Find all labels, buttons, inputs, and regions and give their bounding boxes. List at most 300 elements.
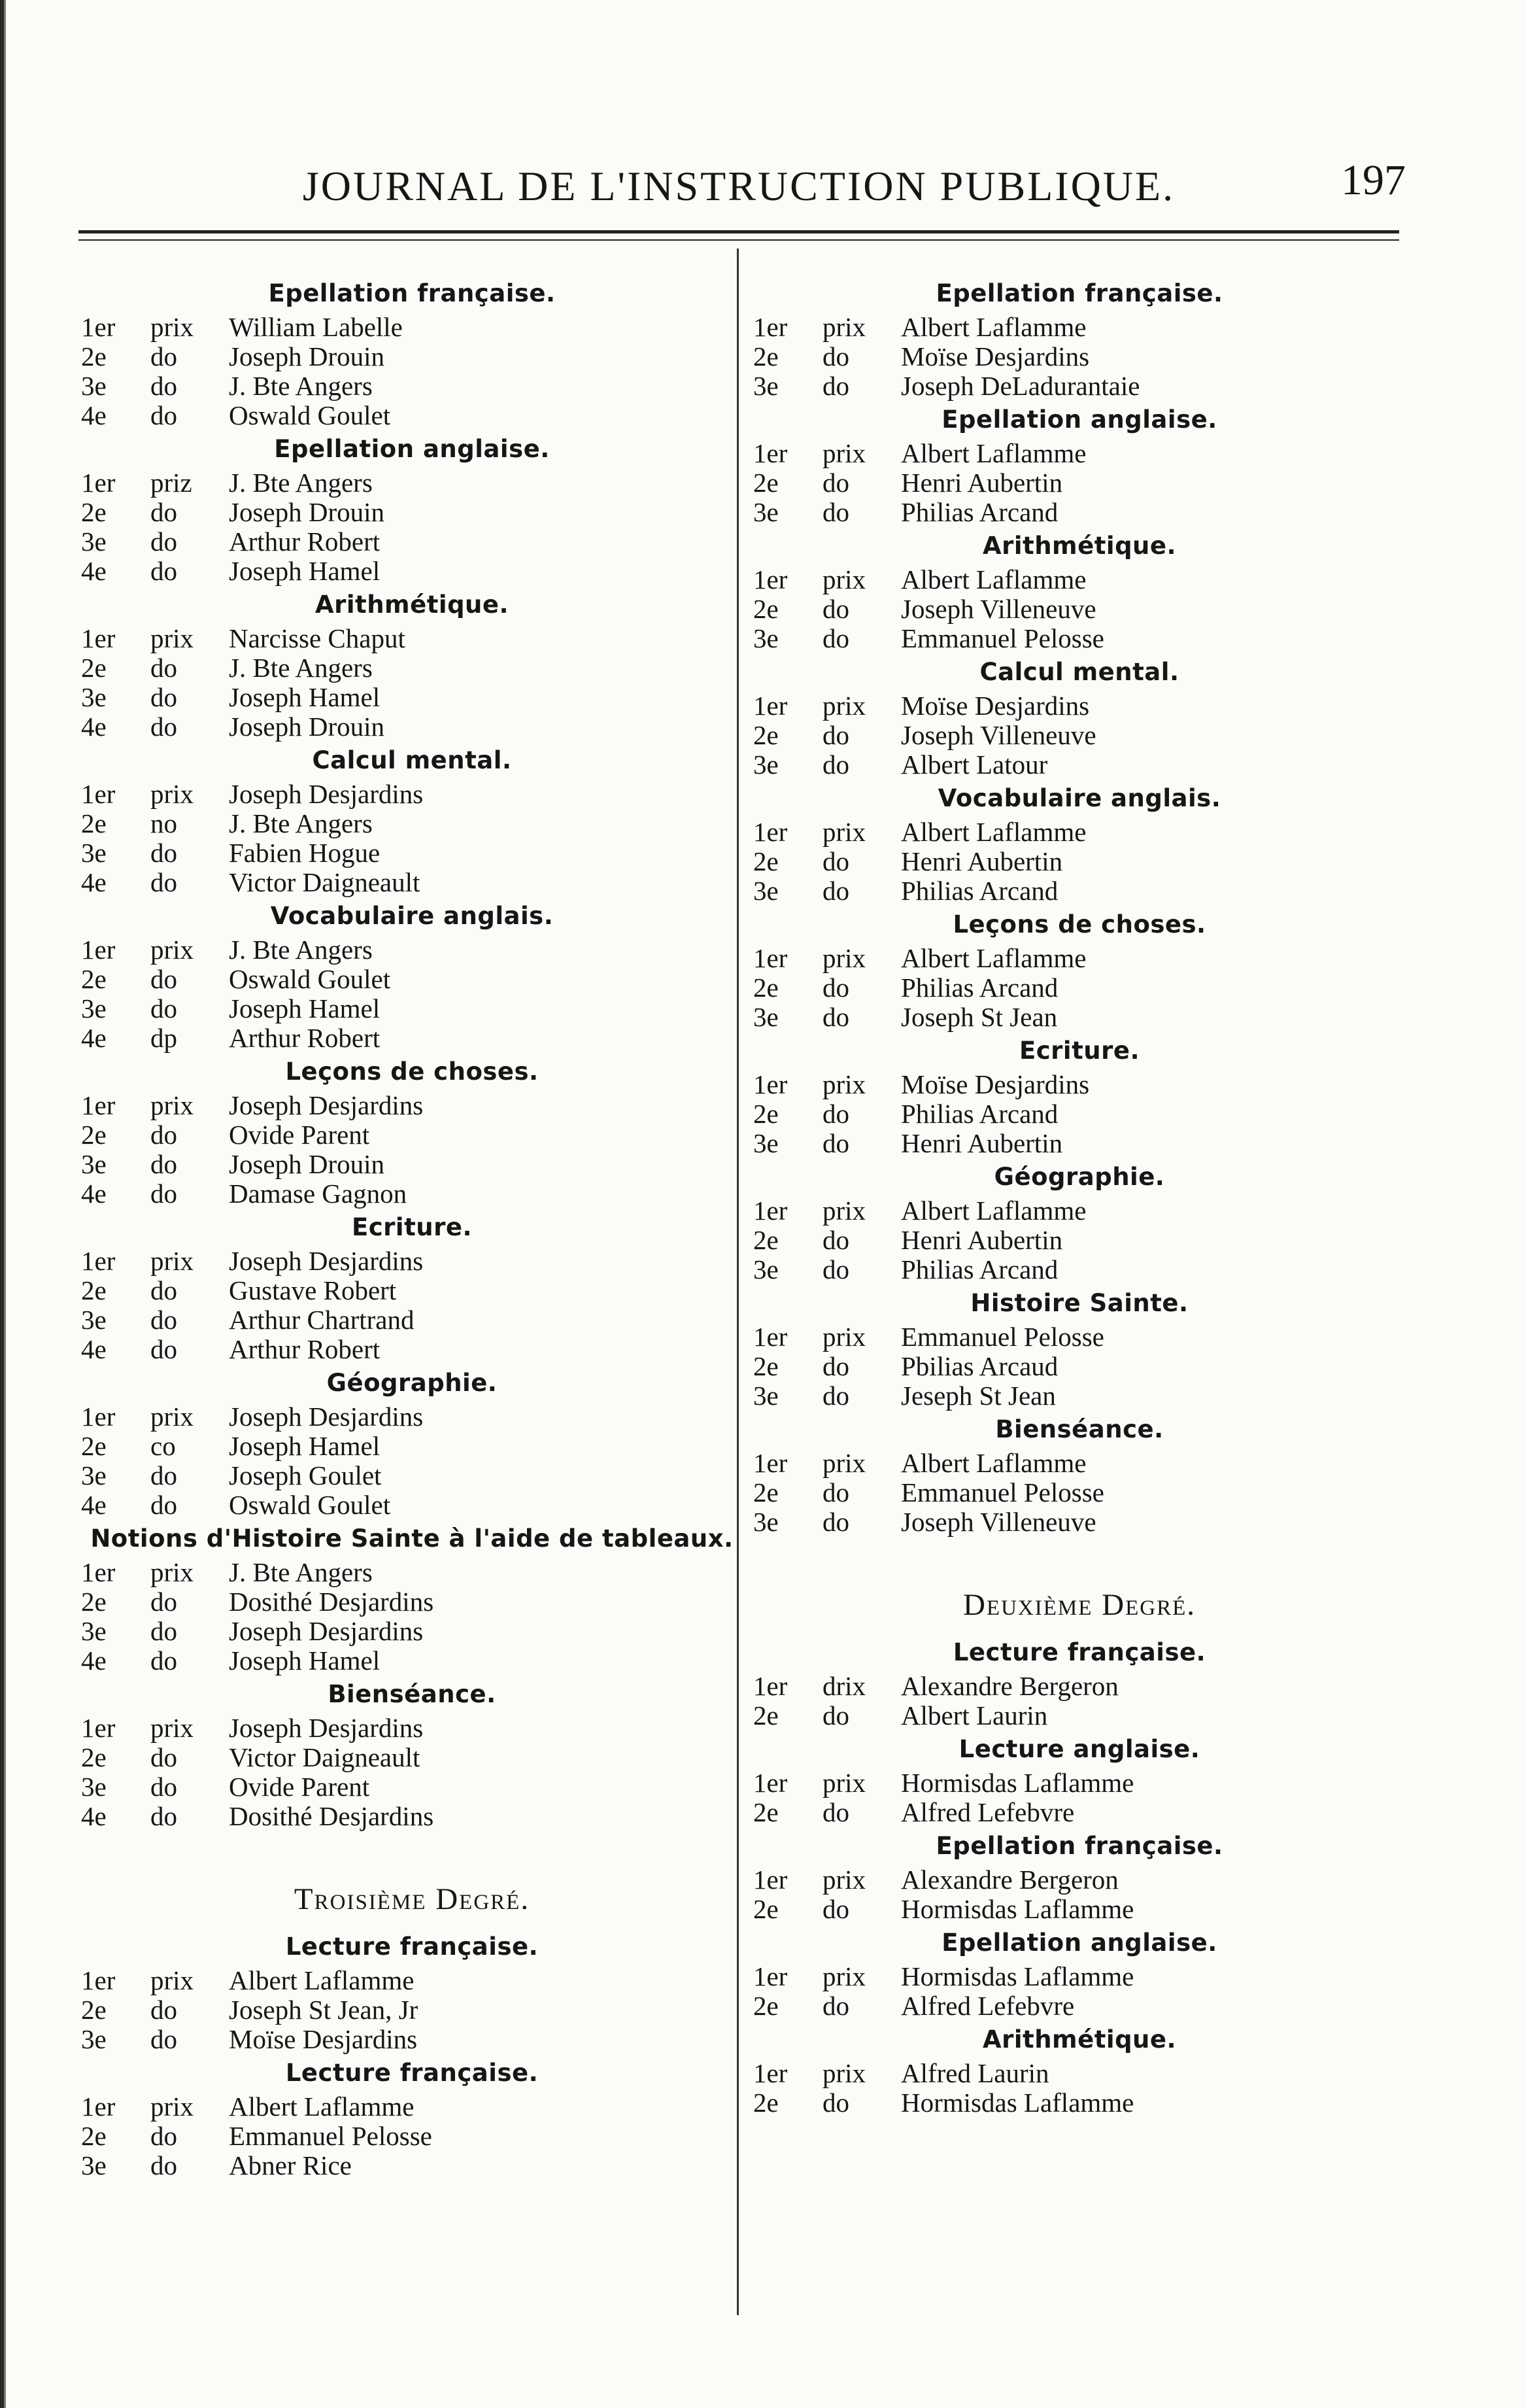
recipient-name: Arthur Robert bbox=[229, 1023, 381, 1053]
award-rank: 1er bbox=[753, 817, 788, 847]
award-list bbox=[78, 1713, 745, 1831]
recipient-name: Arthur Chartrand bbox=[229, 1305, 415, 1335]
award-row bbox=[749, 624, 1410, 653]
recipient-name: Joseph Desjardins bbox=[229, 779, 424, 809]
award-label: do bbox=[150, 1460, 177, 1490]
award-row bbox=[749, 313, 1410, 342]
award-rank: 1er bbox=[753, 1768, 788, 1798]
award-label: do bbox=[150, 400, 177, 430]
page-binding-edge bbox=[0, 0, 9, 2408]
award-label: do bbox=[822, 1894, 849, 1924]
award-row bbox=[749, 1129, 1410, 1158]
award-row bbox=[749, 1701, 1410, 1730]
award-row bbox=[749, 1672, 1410, 1701]
section-heading: Arithmétique. bbox=[314, 591, 509, 619]
award-rank: 2e bbox=[81, 1587, 107, 1617]
award-list bbox=[78, 780, 745, 897]
award-label: prix bbox=[822, 1961, 866, 1991]
award-rank: 3e bbox=[753, 1002, 779, 1032]
award-row bbox=[78, 653, 745, 683]
award-row bbox=[749, 594, 1410, 624]
award-list bbox=[749, 1196, 1410, 1284]
recipient-name: J. Bte Angers bbox=[229, 935, 373, 965]
award-rank: 2e bbox=[753, 1225, 779, 1255]
award-row bbox=[749, 944, 1410, 973]
section-heading: Epellation anglaise. bbox=[274, 435, 550, 463]
award-label: do bbox=[822, 876, 849, 906]
award-list bbox=[749, 944, 1410, 1032]
award-label: prix bbox=[150, 1246, 194, 1276]
award-list bbox=[78, 624, 745, 742]
award-row bbox=[78, 1587, 745, 1617]
award-rank: 3e bbox=[753, 623, 779, 653]
recipient-name: J. Bte Angers bbox=[229, 808, 373, 838]
award-label: do bbox=[822, 1700, 849, 1730]
award-label: do bbox=[150, 1772, 177, 1802]
award-rank: 1er bbox=[81, 1402, 116, 1432]
award-row bbox=[78, 1802, 745, 1831]
award-row bbox=[78, 965, 745, 994]
award-rank: 2e bbox=[81, 1995, 107, 2025]
award-row bbox=[78, 1247, 745, 1276]
award-rank: 3e bbox=[81, 1149, 107, 1179]
award-row bbox=[78, 712, 745, 742]
recipient-name: Emmanuel Pelosse bbox=[229, 2121, 432, 2151]
award-rank: 2e bbox=[81, 497, 107, 527]
award-row bbox=[749, 817, 1410, 847]
award-rank: 1er bbox=[753, 1322, 788, 1352]
recipient-name: Dosithé Desjardins bbox=[229, 1587, 434, 1617]
award-row bbox=[78, 2151, 745, 2180]
recipient-name: Albert Latour bbox=[901, 749, 1048, 780]
recipient-name: J. Bte Angers bbox=[229, 653, 373, 683]
award-label: do bbox=[822, 1351, 849, 1381]
award-list bbox=[78, 2092, 745, 2180]
recipient-name: Emmanuel Pelosse bbox=[901, 1477, 1104, 1507]
award-rank: 3e bbox=[753, 371, 779, 401]
recipient-name: Victor Daigneault bbox=[229, 867, 420, 897]
award-rank: 2e bbox=[753, 594, 779, 624]
award-row bbox=[78, 994, 745, 1023]
recipient-name: Moïse Desjardins bbox=[901, 691, 1090, 721]
award-row bbox=[78, 527, 745, 557]
award-rank: 3e bbox=[753, 1381, 779, 1411]
recipient-name: Albert Laflamme bbox=[901, 943, 1087, 973]
award-label: do bbox=[150, 1120, 177, 1150]
award-rank: 1er bbox=[81, 935, 116, 965]
section-heading: Bienséance. bbox=[328, 1680, 496, 1708]
award-label: do bbox=[822, 720, 849, 750]
award-row bbox=[749, 565, 1410, 594]
award-label: no bbox=[150, 808, 177, 838]
award-rank: 4e bbox=[81, 556, 107, 586]
section-heading: Calcul mental. bbox=[312, 746, 512, 774]
award-rank: 4e bbox=[81, 712, 107, 742]
award-list bbox=[78, 1247, 745, 1364]
award-label: prix bbox=[150, 312, 194, 342]
recipient-name: Dosithé Desjardins bbox=[229, 1801, 434, 1831]
award-row bbox=[749, 1962, 1410, 1991]
award-rank: 2e bbox=[81, 653, 107, 683]
award-row bbox=[749, 498, 1410, 527]
award-label: do bbox=[150, 556, 177, 586]
degree-heading: Deuxième Degré. bbox=[962, 1588, 1196, 1622]
award-rank: 4e bbox=[81, 1645, 107, 1676]
award-label: do bbox=[150, 653, 177, 683]
recipient-name: Joseph Drouin bbox=[229, 1149, 385, 1179]
recipient-name: Philias Arcand bbox=[901, 876, 1059, 906]
award-row bbox=[78, 1091, 745, 1120]
award-rank: 1er bbox=[81, 1090, 116, 1120]
award-label: do bbox=[150, 1645, 177, 1676]
award-list bbox=[749, 1070, 1410, 1158]
award-label: do bbox=[822, 1991, 849, 2021]
award-rank: 1er bbox=[81, 1713, 116, 1743]
recipient-name: Alfred Laurin bbox=[901, 2058, 1049, 2088]
award-row bbox=[749, 691, 1410, 721]
recipient-name: Albert Laurin bbox=[901, 1700, 1048, 1730]
award-rank: 2e bbox=[81, 1275, 107, 1305]
award-row bbox=[749, 439, 1410, 468]
award-row bbox=[78, 1276, 745, 1305]
award-row bbox=[749, 1003, 1410, 1032]
award-label: drix bbox=[822, 1671, 866, 1701]
award-rank: 4e bbox=[81, 1801, 107, 1831]
award-rank: 2e bbox=[753, 972, 779, 1003]
section-heading: Ecriture. bbox=[351, 1213, 473, 1241]
award-rank: 3e bbox=[81, 838, 107, 868]
award-label: do bbox=[150, 371, 177, 401]
recipient-name: Alfred Lefebvre bbox=[901, 1797, 1075, 1827]
recipient-name: Hormisdas Laflamme bbox=[901, 1894, 1134, 1924]
award-rank: 3e bbox=[81, 682, 107, 712]
award-label: prix bbox=[822, 1768, 866, 1798]
recipient-name: Joseph Hamel bbox=[229, 1645, 381, 1676]
award-row bbox=[749, 1070, 1410, 1099]
recipient-name: Oswald Goulet bbox=[229, 964, 391, 994]
award-label: do bbox=[822, 1002, 849, 1032]
award-label: co bbox=[150, 1431, 176, 1461]
award-label: do bbox=[822, 594, 849, 624]
award-row bbox=[749, 750, 1410, 780]
recipient-name: Arthur Robert bbox=[229, 526, 381, 557]
award-list bbox=[749, 313, 1410, 401]
award-row bbox=[749, 973, 1410, 1003]
award-rank: 1er bbox=[81, 1965, 116, 1995]
award-label: do bbox=[150, 867, 177, 897]
award-rank: 1er bbox=[81, 2091, 116, 2122]
section-heading: Histoire Sainte. bbox=[970, 1289, 1189, 1317]
award-label: do bbox=[822, 1225, 849, 1255]
recipient-name: Albert Laflamme bbox=[901, 817, 1087, 847]
award-rank: 3e bbox=[81, 2024, 107, 2054]
award-row bbox=[78, 1305, 745, 1335]
award-row bbox=[78, 342, 745, 371]
award-rank: 3e bbox=[81, 1616, 107, 1646]
recipient-name: J. Bte Angers bbox=[229, 371, 373, 401]
recipient-name: Joseph Drouin bbox=[229, 341, 385, 371]
award-rank: 3e bbox=[753, 1128, 779, 1158]
award-rank: 1er bbox=[753, 1961, 788, 1991]
award-rank: 1er bbox=[81, 1246, 116, 1276]
award-row bbox=[749, 1478, 1410, 1507]
award-rank: 2e bbox=[81, 1120, 107, 1150]
recipient-name: Philias Arcand bbox=[901, 972, 1059, 1003]
award-rank: 2e bbox=[753, 1351, 779, 1381]
award-rank: 4e bbox=[81, 867, 107, 897]
award-row bbox=[749, 847, 1410, 876]
award-row bbox=[78, 1646, 745, 1676]
recipient-name: Victor Daigneault bbox=[229, 1742, 420, 1772]
award-row bbox=[78, 1023, 745, 1053]
award-rank: 1er bbox=[753, 2058, 788, 2088]
award-label: do bbox=[150, 1305, 177, 1335]
recipient-name: Hormisdas Laflamme bbox=[901, 1768, 1134, 1798]
award-label: do bbox=[150, 1801, 177, 1831]
recipient-name: Albert Laflamme bbox=[901, 1195, 1087, 1226]
recipient-name: Albert Laflamme bbox=[229, 1965, 415, 1995]
award-label: do bbox=[822, 1128, 849, 1158]
award-rank: 1er bbox=[753, 1865, 788, 1895]
award-row bbox=[749, 1255, 1410, 1284]
award-label: do bbox=[150, 993, 177, 1023]
award-label: prix bbox=[822, 817, 866, 847]
award-rank: 1er bbox=[753, 564, 788, 594]
award-row bbox=[78, 1617, 745, 1646]
recipient-name: Joseph Drouin bbox=[229, 712, 385, 742]
recipient-name: Moïse Desjardins bbox=[901, 341, 1090, 371]
recipient-name: Joseph St Jean, Jr bbox=[229, 1995, 418, 2025]
award-label: do bbox=[822, 1797, 849, 1827]
award-row bbox=[749, 1226, 1410, 1255]
award-rank: 1er bbox=[753, 1671, 788, 1701]
award-row bbox=[78, 683, 745, 712]
recipient-name: Hormisdas Laflamme bbox=[901, 2088, 1134, 2118]
award-rank: 3e bbox=[753, 876, 779, 906]
award-list bbox=[749, 1962, 1410, 2021]
recipient-name: Joseph Drouin bbox=[229, 497, 385, 527]
recipient-name: Albert Laflamme bbox=[901, 438, 1087, 468]
award-row bbox=[78, 2122, 745, 2151]
award-row bbox=[749, 468, 1410, 498]
award-row bbox=[749, 2059, 1410, 2088]
section-heading: Lecture française. bbox=[285, 2059, 539, 2087]
award-list bbox=[749, 2059, 1410, 2118]
section-heading: Epellation française. bbox=[936, 279, 1223, 307]
recipient-name: Joseph Desjardins bbox=[229, 1246, 424, 1276]
award-label: do bbox=[150, 1742, 177, 1772]
award-rank: 3e bbox=[81, 1772, 107, 1802]
award-label: do bbox=[150, 1490, 177, 1520]
award-list bbox=[749, 1322, 1410, 1411]
award-label: prix bbox=[150, 1557, 194, 1587]
award-rank: 3e bbox=[753, 497, 779, 527]
award-row bbox=[78, 624, 745, 653]
award-row bbox=[78, 935, 745, 965]
recipient-name: Ovide Parent bbox=[229, 1120, 370, 1150]
recipient-name: Ovide Parent bbox=[229, 1772, 370, 1802]
award-label: do bbox=[150, 1995, 177, 2025]
award-row bbox=[78, 313, 745, 342]
award-label: prix bbox=[150, 1090, 194, 1120]
section-heading: Lecture anglaise. bbox=[958, 1735, 1200, 1763]
header-rule bbox=[78, 230, 1399, 241]
award-rank: 2e bbox=[753, 1099, 779, 1129]
award-rank: 4e bbox=[81, 400, 107, 430]
degree-heading: Troisième Degré. bbox=[294, 1882, 530, 1916]
award-row bbox=[749, 721, 1410, 750]
section-heading: Géographie. bbox=[994, 1163, 1165, 1191]
award-label: do bbox=[822, 1507, 849, 1537]
right-column bbox=[749, 275, 1410, 2118]
award-label: prix bbox=[150, 1402, 194, 1432]
award-label: prix bbox=[150, 1965, 194, 1995]
recipient-name: Alfred Lefebvre bbox=[901, 1991, 1075, 2021]
award-list bbox=[749, 565, 1410, 653]
award-row bbox=[749, 1196, 1410, 1226]
recipient-name: Joseph St Jean bbox=[901, 1002, 1058, 1032]
recipient-name: Joseph Goulet bbox=[229, 1460, 382, 1490]
section-heading: Epellation anglaise. bbox=[941, 405, 1217, 434]
recipient-name: Damase Gagnon bbox=[229, 1178, 407, 1209]
award-rank: 4e bbox=[81, 1490, 107, 1520]
award-rank: 4e bbox=[81, 1023, 107, 1053]
recipient-name: Joseph Desjardins bbox=[229, 1616, 424, 1646]
section-heading: Vocabulaire anglais. bbox=[270, 902, 554, 930]
recipient-name: Oswald Goulet bbox=[229, 1490, 391, 1520]
award-label: do bbox=[150, 1334, 177, 1364]
award-label: do bbox=[822, 371, 849, 401]
award-label: priz bbox=[150, 468, 192, 498]
recipient-name: Joseph DeLadurantaie bbox=[901, 371, 1140, 401]
award-row bbox=[78, 468, 745, 498]
award-rank: 1er bbox=[81, 1557, 116, 1587]
award-label: do bbox=[822, 497, 849, 527]
award-rank: 2e bbox=[81, 1431, 107, 1461]
award-list bbox=[78, 468, 745, 586]
recipient-name: Albert Laflamme bbox=[901, 564, 1087, 594]
award-rank: 1er bbox=[753, 943, 788, 973]
award-row bbox=[78, 780, 745, 809]
recipient-name: Emmanuel Pelosse bbox=[901, 1322, 1104, 1352]
award-rank: 2e bbox=[81, 2121, 107, 2151]
recipient-name: Albert Laflamme bbox=[901, 1448, 1087, 1478]
award-row bbox=[78, 371, 745, 401]
section-heading: Lecture française. bbox=[285, 1933, 539, 1961]
recipient-name: Moïse Desjardins bbox=[901, 1069, 1090, 1099]
award-list bbox=[749, 1865, 1410, 1924]
recipient-name: Alexandre Bergeron bbox=[901, 1671, 1119, 1701]
award-label: do bbox=[150, 1149, 177, 1179]
award-rank: 3e bbox=[81, 1460, 107, 1490]
recipient-name: Albert Laflamme bbox=[229, 2091, 415, 2122]
award-row bbox=[78, 1966, 745, 1995]
section-heading: Notions d'Histoire Sainte à l'aide de tableaux. bbox=[90, 1524, 734, 1553]
award-row bbox=[749, 1865, 1410, 1895]
award-list bbox=[78, 1402, 745, 1520]
recipient-name: Emmanuel Pelosse bbox=[901, 623, 1104, 653]
recipient-name: Hormisdas Laflamme bbox=[901, 1961, 1134, 1991]
award-rank: 4e bbox=[81, 1178, 107, 1209]
award-row bbox=[749, 342, 1410, 371]
award-rank: 3e bbox=[753, 1507, 779, 1537]
award-rank: 1er bbox=[753, 1069, 788, 1099]
award-rank: 1er bbox=[753, 438, 788, 468]
award-label: do bbox=[822, 2088, 849, 2118]
award-row bbox=[749, 1768, 1410, 1798]
recipient-name: Joseph Villeneuve bbox=[901, 720, 1096, 750]
recipient-name: Philias Arcand bbox=[901, 1254, 1059, 1284]
award-row bbox=[749, 1099, 1410, 1129]
award-label: do bbox=[150, 712, 177, 742]
recipient-name: Moïse Desjardins bbox=[229, 2024, 418, 2054]
award-label: prix bbox=[822, 1322, 866, 1352]
award-row bbox=[749, 1798, 1410, 1827]
recipient-name: Henri Aubertin bbox=[901, 846, 1063, 876]
award-label: do bbox=[150, 2121, 177, 2151]
award-label: do bbox=[150, 1178, 177, 1209]
award-label: do bbox=[822, 468, 849, 498]
award-row bbox=[78, 2025, 745, 2054]
award-rank: 4e bbox=[81, 1334, 107, 1364]
section-heading: Calcul mental. bbox=[979, 658, 1179, 686]
section-heading: Vocabulaire anglais. bbox=[938, 784, 1221, 812]
award-row bbox=[78, 1743, 745, 1772]
section-heading: Leçons de choses. bbox=[285, 1058, 539, 1086]
award-row bbox=[78, 1335, 745, 1364]
award-rank: 1er bbox=[753, 691, 788, 721]
award-row bbox=[78, 1461, 745, 1490]
award-label: do bbox=[150, 341, 177, 371]
award-list bbox=[78, 1091, 745, 1209]
section-heading: Arithmétique. bbox=[982, 532, 1177, 560]
award-label: do bbox=[822, 749, 849, 780]
section-spacer bbox=[78, 1831, 745, 1860]
award-rank: 1er bbox=[81, 468, 116, 498]
award-rank: 1er bbox=[81, 779, 116, 809]
award-row bbox=[749, 1352, 1410, 1381]
award-label: prix bbox=[150, 1713, 194, 1743]
award-rank: 3e bbox=[81, 993, 107, 1023]
award-label: prix bbox=[822, 943, 866, 973]
recipient-name: Philias Arcand bbox=[901, 497, 1059, 527]
award-label: prix bbox=[150, 2091, 194, 2122]
recipient-name: Arthur Robert bbox=[229, 1334, 381, 1364]
award-row bbox=[749, 2088, 1410, 2118]
award-row bbox=[78, 1995, 745, 2025]
left-column bbox=[78, 275, 745, 2180]
award-label: prix bbox=[822, 312, 866, 342]
award-rank: 2e bbox=[753, 341, 779, 371]
recipient-name: Joseph Villeneuve bbox=[901, 1507, 1096, 1537]
award-row bbox=[749, 371, 1410, 401]
award-label: do bbox=[822, 1381, 849, 1411]
award-rank: 2e bbox=[753, 1991, 779, 2021]
award-rank: 2e bbox=[753, 1700, 779, 1730]
recipient-name: Joseph Desjardins bbox=[229, 1402, 424, 1432]
section-heading: Ecriture. bbox=[1019, 1037, 1140, 1065]
award-rank: 2e bbox=[753, 2088, 779, 2118]
award-row bbox=[749, 1507, 1410, 1537]
award-row bbox=[78, 1558, 745, 1587]
award-rank: 1er bbox=[81, 312, 116, 342]
award-label: do bbox=[150, 838, 177, 868]
award-list bbox=[749, 1768, 1410, 1827]
award-rank: 2e bbox=[81, 964, 107, 994]
award-row bbox=[78, 1150, 745, 1179]
recipient-name: Albert Laflamme bbox=[901, 312, 1087, 342]
award-list bbox=[78, 1966, 745, 2054]
